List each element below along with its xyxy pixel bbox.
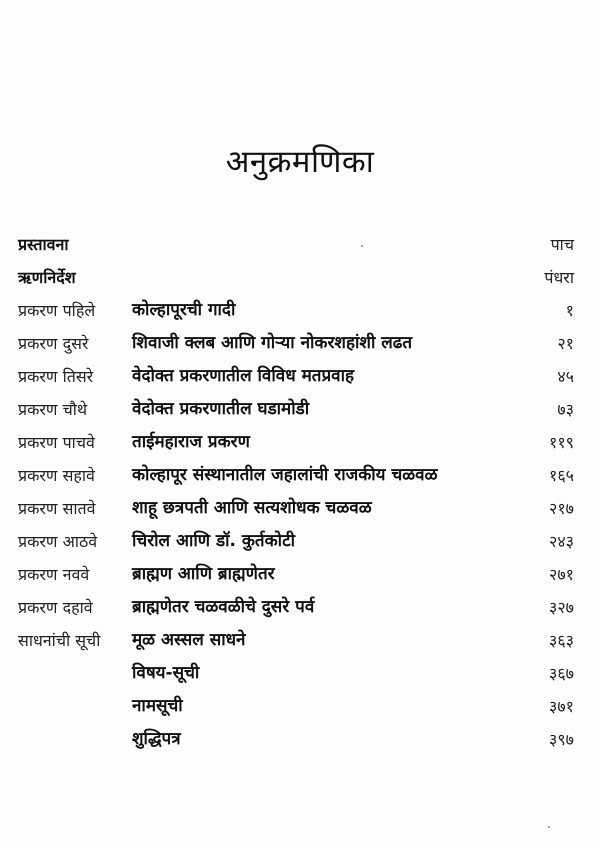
toc-page-number: ३६७ <box>549 664 574 683</box>
toc-label: प्रकरण पहिले <box>18 301 96 320</box>
toc-label: प्रकरण चौथे <box>18 400 88 419</box>
toc-page-number: १ <box>565 301 574 320</box>
toc-label: प्रस्तावना <box>18 235 69 254</box>
toc-title: मूळ अस्सल साधने <box>132 630 246 650</box>
toc-label: प्रकरण नववे <box>18 565 90 584</box>
toc-label: प्रकरण सहावे <box>18 466 95 485</box>
toc-page-number: २७१ <box>549 565 574 584</box>
toc-label: प्रकरण आठवे <box>18 532 98 551</box>
toc-row-chapter-7[interactable] <box>18 492 574 525</box>
toc-page-number: २१ <box>557 334 574 353</box>
toc-title: ताईमहाराज प्रकरण <box>132 432 250 452</box>
toc-title: कोल्हापूर संस्थानातील जहालांची राजकीय चळवळ <box>132 465 438 485</box>
toc-page-number: ३७१ <box>549 697 574 716</box>
print-speck <box>548 826 550 828</box>
page-title: अनुक्रमणिका <box>225 144 375 180</box>
toc-row-preface[interactable] <box>18 228 574 261</box>
toc-title: वेदोक्त प्रकरणातील घडामोडी <box>132 399 310 419</box>
toc-row-name-index[interactable] <box>18 690 574 723</box>
toc-label: प्रकरण दुसरे <box>18 334 89 353</box>
toc-title: ब्राह्मण आणि ब्राह्मणेतर <box>132 564 275 584</box>
toc-row-subject-index[interactable] <box>18 657 574 690</box>
toc-label: प्रकरण सातवे <box>18 499 96 518</box>
toc-row-chapter-2[interactable] <box>18 327 574 360</box>
toc-title: चिरोल आणि डॉ. कुर्तकोटी <box>132 531 296 551</box>
toc-title: कोल्हापूरची गादी <box>132 300 236 320</box>
toc-title: नामसूची <box>132 696 183 716</box>
table-of-contents <box>18 228 574 756</box>
toc-row-chapter-9[interactable] <box>18 558 574 591</box>
toc-label: ऋणनिर्देश <box>18 268 76 287</box>
toc-row-chapter-3[interactable] <box>18 360 574 393</box>
toc-page-number: पंधरा <box>544 268 574 287</box>
toc-row-chapter-5[interactable] <box>18 426 574 459</box>
toc-page-number: २१७ <box>549 499 574 518</box>
toc-row-errata[interactable] <box>18 723 574 756</box>
toc-row-chapter-6[interactable] <box>18 459 574 492</box>
toc-page-number: ४५ <box>557 367 574 386</box>
toc-row-acknowledgements[interactable] <box>18 261 574 294</box>
toc-title: शिवाजी क्लब आणि गोऱ्या नोकरशहांशी लढत <box>132 333 413 353</box>
toc-row-chapter-1[interactable] <box>18 294 574 327</box>
toc-label: साधनांची सूची <box>18 631 101 650</box>
toc-title: विषय-सूची <box>132 663 200 683</box>
toc-row-chapter-10[interactable] <box>18 591 574 624</box>
toc-title: वेदोक्त प्रकरणातील विविध मतप्रवाह <box>132 366 355 386</box>
toc-page-number: ३२७ <box>549 598 574 617</box>
toc-page-number: पाच <box>550 235 574 254</box>
toc-page-number: २४३ <box>549 532 574 551</box>
toc-page-number: ११९ <box>549 433 574 452</box>
toc-label: प्रकरण तिसरे <box>18 367 94 386</box>
toc-page-number: ७३ <box>557 400 574 419</box>
toc-label: प्रकरण दहावे <box>18 598 93 617</box>
toc-title: शाहू छत्रपती आणि सत्यशोधक चळवळ <box>132 498 372 518</box>
toc-row-chapter-8[interactable] <box>18 525 574 558</box>
toc-page-number: ३९७ <box>549 730 574 749</box>
toc-label: प्रकरण पाचवे <box>18 433 95 452</box>
toc-title: शुद्धिपत्र <box>132 729 181 749</box>
toc-row-sources[interactable] <box>18 624 574 657</box>
toc-row-chapter-4[interactable] <box>18 393 574 426</box>
toc-title: ब्राह्मणेतर चळवळीचे दुसरे पर्व <box>132 597 315 617</box>
toc-page-number: १६५ <box>549 466 574 485</box>
toc-page-number: ३६३ <box>549 631 574 650</box>
